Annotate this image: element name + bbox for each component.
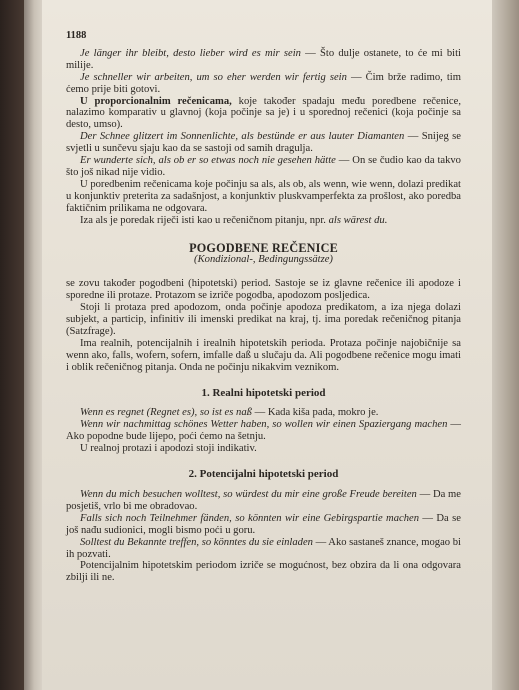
translation-text: — Što dulje ostanete, to će mi biti milije.	[66, 47, 461, 71]
potencijalni-paragraph	[66, 513, 461, 537]
realni-paragraph	[66, 443, 461, 455]
top-paragraph	[66, 131, 461, 155]
top-paragraph	[66, 155, 461, 179]
potencijalni-paragraph	[66, 537, 461, 561]
translation-text: koje također spadaju među poredbene rečenice, nalazimo komparativ u glavnoj (koja počinje sa je) i u sporednoj rečenici (koja počinje sa desto, umso).	[66, 95, 461, 131]
top-paragraph	[66, 179, 461, 215]
top-paragraph	[66, 48, 461, 72]
translation-text: — Ako popodne bude lijepo, poći ćemo na šetnju.	[66, 419, 462, 443]
german-example: Wenn wir nachmittag schönes Wetter haben, so wollen wir einen Spaziergang machen	[80, 419, 448, 431]
german-example: Falls sich noch Teilnehmer fänden, so könnten wir eine Gebirgspartie machen	[80, 512, 419, 524]
paragraph-text: U poredbenim rečenicama koje počinju sa als, als ob, als wenn, wie wenn, dolazi predikat u konjunktiv preterita za sadašnjost, a konjunktiv pluskvamperfekta za prošlost, ako poredba faktičnim prilikama ne odgovara.	[66, 178, 461, 214]
realni-paragraph	[66, 419, 461, 443]
potencijalni-paragraph	[66, 489, 461, 513]
paragraph-text: Iza als je poredak riječi isti kao u rečeničnom pitanju, npr.	[80, 214, 329, 226]
page-content	[66, 30, 461, 584]
subsection-1-body	[66, 407, 461, 455]
intro-paragraph	[66, 338, 461, 374]
paragraph-text: U realnoj protazi i apodozi stoji indikativ.	[80, 443, 257, 455]
german-example: Wenn es regnet (Regnet es), so ist es naß	[80, 407, 252, 419]
paragraph-text: se zovu također pogodbeni (hipotetski) period. Sastoje se iz glavne rečenice ili apodoze i sporedne ili protaze. Protazom se izriče pogodba, apodozom posljedica.	[66, 278, 461, 302]
paragraph-text: Stoji li protaza pred apodozom, onda počinje apodoza predikatom, a iza njega dolazi subjekt, a particip, infinitiv ili imenski predikat na kraj, tj. ima poredak rečeničnog pitanja (Satzfrage).	[66, 302, 461, 337]
translation-text: — Ako sastaneš znance, mogao bi ih pozvati.	[66, 536, 461, 560]
translation-text: — Snijeg se svjetli u sunčevu sjaju kao da se sastoji od samih dragulja.	[66, 131, 461, 155]
german-example: Der Schnee glitzert im Sonnenlichte, als bestünde er aus lauter Diamanten	[80, 131, 405, 143]
german-example: als wärest du.	[328, 214, 388, 226]
translation-text: — Kada kiša pada, mokro je.	[251, 407, 379, 419]
german-example: Solltest du Bekannte treffen, so könntes du sie einladen	[80, 536, 313, 548]
paragraph-text: Potencijalnim hipotetskim periodom izriče se mogućnost, bez obzira da li ona odgovara zbilji ili ne.	[66, 560, 461, 584]
realni-paragraph	[66, 407, 461, 419]
translation-text: — Da se još nađu sudionici, mogli bismo poći u goru.	[66, 512, 461, 536]
top-paragraph	[66, 72, 461, 96]
german-example: Wenn du mich besuchen wolltest, so würdest du mir eine große Freude bereiten	[80, 489, 417, 500]
german-example: Er wunderte sich, als ob er so etwas noch nie gesehen hätte	[80, 155, 336, 167]
section-title: POGODBENE REČENICE	[189, 240, 338, 255]
intro-paragraph	[66, 302, 461, 338]
translation-text: — Čim brže radimo, tim ćemo prije biti gotovi.	[66, 71, 461, 95]
top-paragraphs	[66, 48, 461, 227]
top-paragraph	[66, 96, 461, 132]
top-paragraph	[66, 215, 461, 227]
intro-paragraph	[66, 278, 461, 302]
subsection-1-title: 1. Realni hipotetski period	[201, 386, 326, 399]
potencijalni-paragraph	[66, 560, 461, 584]
subsection-2-title: 2. Potencijalni hipotetski period	[188, 468, 339, 481]
right-page-shadow	[492, 0, 519, 690]
emphasis-text: U proporcionalnim rečenicama,	[80, 95, 232, 107]
page-number: 1188	[66, 30, 87, 41]
subsection-2-body	[66, 489, 461, 584]
german-example: Je schneller wir arbeiten, um so eher werden wir fertig sein	[80, 71, 347, 83]
german-example: Je länger ihr bleibt, desto lieber wird es mir sein	[80, 47, 301, 59]
translation-text: — On se čudio kao da takvo što još nikad nije vidio.	[66, 155, 461, 178]
section-subtitle: (Kondizional-, Bedingungssätze)	[194, 254, 333, 266]
translation-text: — Da me posjetiš, vrlo bi me obradovao.	[66, 489, 461, 512]
intro-paragraphs	[66, 278, 461, 373]
paragraph-text: Ima realnih, potencijalnih i irealnih hipotetskih perioda. Protaza počinje najobičnije sa wenn ako, falls, wofern, sofern, imfalle daß u slučaju da. Ali pogodbene rečenice mogu imati i oblik rečeničnog pitanja. Onda ne počinju nikakvim veznikom.	[66, 337, 461, 373]
